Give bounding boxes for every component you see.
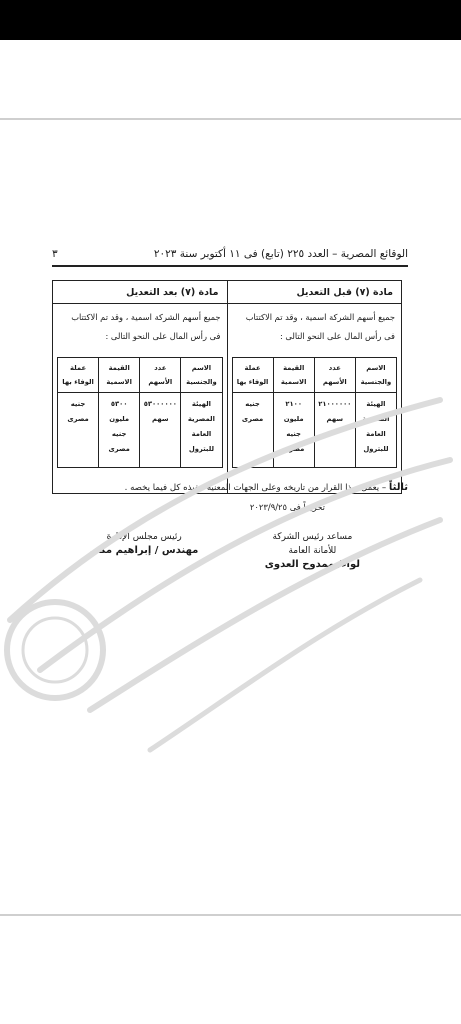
value-cell: جنيه مصرى (241, 400, 264, 423)
top-status-bar (0, 0, 461, 40)
header-cell: القيمة الاسمية (274, 358, 314, 393)
gazette-page (30, 240, 430, 590)
value-cell: ٥٣٠٠٠٠٠٠ سهم (143, 400, 177, 423)
value-cell: ٢١٠٠ مليون جنيه مصرى (283, 400, 305, 453)
after-col-nominal (99, 358, 140, 467)
header-cell: عدد الأسهم (140, 358, 180, 393)
before-text: جميع أسهم الشركة اسمية ، وقد تم الاكتتاب فى رأس المال على النحو التالى : (245, 312, 395, 341)
seal-ring-inner (23, 618, 87, 682)
before-col-name (356, 358, 396, 467)
value-cell: الهيئة المصرية العامة للبترول (187, 400, 215, 453)
seal-ring-outer (7, 602, 103, 698)
header-cell: الاسم والجنسية (181, 358, 221, 393)
third-clause (48, 482, 408, 493)
gazette-title: الوقائع المصرية – العدد ٢٢٥ (تابع) فى ١١ أكتوبر سنة ٢٠٢٣ (153, 248, 408, 260)
page-header (52, 248, 408, 260)
sig-left-title: رئيس مجلس الإدارة (106, 532, 182, 542)
value-cell: الهيئة المصرية العامة للبترول (362, 400, 390, 453)
before-col-currency (233, 358, 274, 467)
after-column (53, 281, 228, 493)
before-col-nominal (274, 358, 315, 467)
signature-right (265, 530, 360, 572)
after-col-name (181, 358, 221, 467)
third-text: – يعمل بهذا القرار من تاريخه وعلى الجهات المعنية تنفيذه كل فيما يخصه . (124, 483, 387, 493)
before-col-shares (315, 358, 356, 467)
after-text: جميع أسهم الشركة اسمية ، وقد تم الاكتتاب فى رأس المال على النحو التالى : (71, 312, 221, 341)
value-cell: ٢١٠٠٠٠٠٠ سهم (318, 400, 352, 423)
after-title: مادة (٧) بعد التعديل (53, 281, 227, 304)
page-number: ٣ (52, 248, 58, 260)
sig-right-name: لواء/ ممدوح العدوى (264, 559, 360, 570)
after-capital-table (57, 357, 223, 468)
after-col-currency (58, 358, 99, 467)
after-col-shares (140, 358, 181, 467)
sig-right-title: مساعد رئيس الشركة (272, 532, 353, 542)
header-cell: عدد الأسهم (315, 358, 355, 393)
before-column (228, 281, 402, 493)
value-cell: جنيه مصرى (67, 400, 89, 423)
before-capital-table (232, 357, 398, 468)
watermark-stroke-4 (150, 580, 420, 750)
value-cell: ٥٣٠٠ مليون جنيه مصرى (108, 400, 130, 453)
header-cell: عملة الوفاء بها (233, 358, 273, 393)
signature-left (90, 530, 198, 558)
divider-top (0, 118, 461, 120)
header-cell: القيمة الاسمية (99, 358, 139, 393)
before-title: مادة (٧) قبل التعديل (228, 281, 402, 304)
issue-date: تحريراً فى ٢٠٢٣/٩/٢٥ (249, 502, 325, 512)
header-cell: عملة الوفاء بها (58, 358, 98, 393)
third-label: ثالثاً (388, 482, 408, 493)
header-cell: الاسم والجنسية (356, 358, 396, 393)
sig-right-dept: للأمانة العامة (288, 546, 337, 556)
divider-bottom (0, 914, 461, 916)
amendment-table (52, 280, 402, 494)
header-rule (52, 265, 408, 267)
sig-left-name: مهندس / إبراهيم مكى (90, 545, 199, 556)
